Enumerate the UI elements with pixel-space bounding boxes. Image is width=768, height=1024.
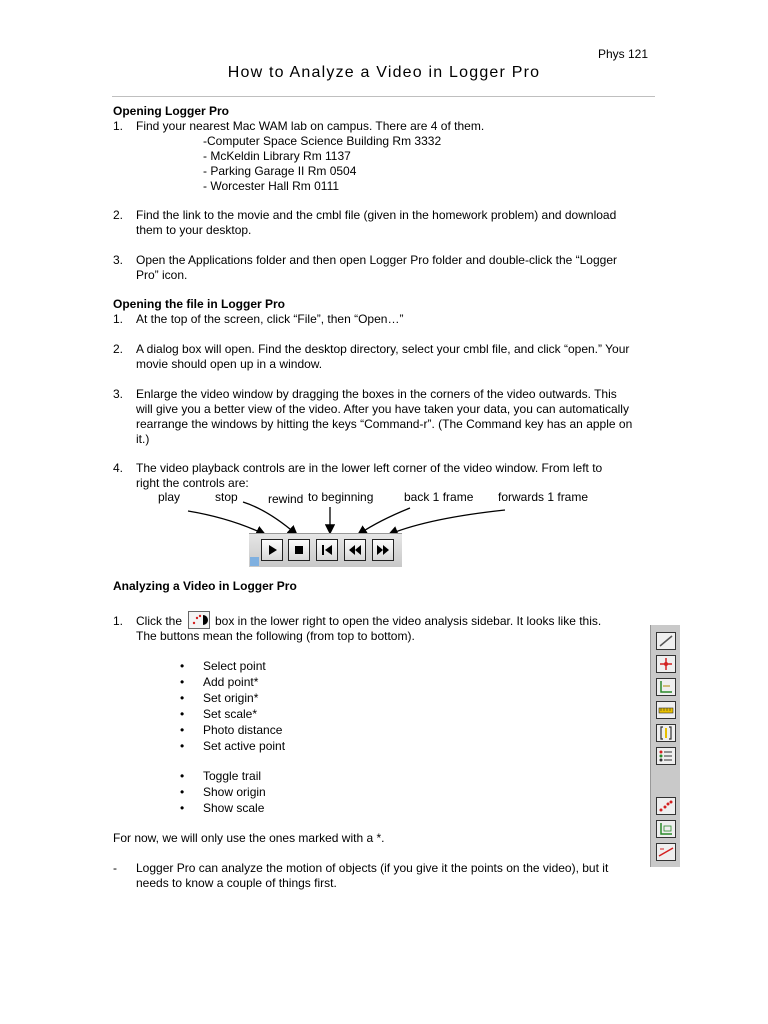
list-item: Set active point [203, 739, 286, 753]
lab-location: - Worcester Hall Rm 0111 [203, 179, 340, 193]
step-text: Find the link to the movie and the cmbl file (given in the homework problem) and download [136, 208, 617, 222]
list-number: 2. [113, 208, 124, 222]
step-text: rearrange the windows by hitting the keys “Command-r”. (The Command key has an apple on [136, 417, 633, 431]
list-item: Select point [203, 659, 266, 673]
section-heading-analyzing: Analyzing a Video in Logger Pro [113, 579, 297, 593]
step-text: it.) [136, 432, 150, 446]
list-item: Set origin* [203, 691, 259, 705]
set-origin-icon[interactable] [656, 678, 676, 696]
list-number: 4. [113, 461, 124, 475]
step-text: Enlarge the video window by dragging the boxes in the corners of the video outwards. This [136, 387, 617, 401]
step-text: right the controls are: [136, 476, 249, 490]
dash-marker: - [113, 861, 117, 875]
step-text: movie should open up in a window. [136, 357, 323, 371]
step-text: needs to know a couple of things first. [136, 876, 337, 890]
bullet: • [180, 785, 185, 799]
forward-frame-icon[interactable] [372, 539, 394, 561]
control-label-forward-frame: forwards 1 frame [498, 490, 589, 504]
step-text: A dialog box will open. Find the desktop directory, select your cmbl file, and click “open.” Your [136, 342, 630, 356]
list-item: Toggle trail [203, 769, 262, 783]
list-number: 3. [113, 387, 124, 401]
list-number: 1. [113, 119, 124, 133]
course-label: Phys 121 [598, 47, 649, 61]
set-scale-icon[interactable] [656, 701, 676, 719]
bullet: • [180, 675, 185, 689]
play-icon[interactable] [261, 539, 283, 561]
section-heading-opening-file: Opening the file in Logger Pro [113, 297, 286, 311]
step-text: Pro” icon. [136, 268, 188, 282]
video-analysis-icon[interactable] [188, 611, 210, 629]
list-number: 1. [113, 614, 124, 628]
back-frame-icon[interactable] [344, 539, 366, 561]
select-point-icon[interactable] [656, 632, 676, 650]
step-text: Open the Applications folder and then open Logger Pro folder and double-click the “Logger [136, 253, 617, 267]
set-active-point-icon[interactable] [656, 747, 676, 765]
control-label-play: play [158, 490, 181, 504]
bullet: • [180, 723, 185, 737]
control-label-rewind: rewind [268, 492, 304, 506]
list-item: Photo distance [203, 723, 283, 737]
toggle-trail-icon[interactable] [656, 797, 676, 815]
control-label-to-beginning: to beginning [308, 490, 374, 504]
bullet: • [180, 707, 185, 721]
bullet: • [180, 739, 185, 753]
playback-controls [249, 533, 402, 567]
lab-location: - Parking Garage II Rm 0504 [203, 164, 357, 178]
lab-location: -Computer Space Science Building Rm 3332 [203, 134, 442, 148]
section-heading-opening-logger-pro: Opening Logger Pro [113, 104, 229, 118]
list-item: Set scale* [203, 707, 258, 721]
step-text: The video playback controls are in the lower left corner of the video window. From left to [136, 461, 603, 475]
list-item: Show scale [203, 801, 265, 815]
header-divider [112, 96, 655, 97]
step-text: At the top of the screen, click “File”, then “Open…” [136, 312, 404, 326]
step-text: them to your desktop. [136, 223, 252, 237]
list-item: Add point* [203, 675, 259, 689]
bullet: • [180, 659, 185, 673]
video-analysis-sidebar [650, 625, 680, 867]
add-point-icon[interactable] [656, 655, 676, 673]
step-text: box in the lower right to open the video analysis sidebar. It looks like this. [215, 614, 602, 628]
bullet: • [180, 691, 185, 705]
to-beginning-icon[interactable] [316, 539, 338, 561]
step-text: Find your nearest Mac WAM lab on campus. There are 4 of them. [136, 119, 485, 133]
step-text: Logger Pro can analyze the motion of objects (if you give it the points on the video), but it [136, 861, 609, 875]
control-label-back-frame: back 1 frame [404, 490, 474, 504]
note-text: For now, we will only use the ones marked with a *. [113, 831, 385, 845]
show-origin-icon[interactable] [656, 820, 676, 838]
bullet: • [180, 801, 185, 815]
show-scale-icon[interactable] [656, 843, 676, 861]
list-number: 3. [113, 253, 124, 267]
list-number: 1. [113, 312, 124, 326]
step-text: will give you a better view of the video. After you have taken your data, you can automatically [136, 402, 629, 416]
control-label-stop: stop [215, 490, 238, 504]
resize-corner [250, 557, 259, 566]
step-text: The buttons mean the following (from top to bottom). [136, 629, 415, 643]
lab-location: - McKeldin Library Rm 1137 [203, 149, 351, 163]
list-number: 2. [113, 342, 124, 356]
step-text: Click the [136, 614, 183, 628]
bullet: • [180, 769, 185, 783]
page-title: How to Analyze a Video in Logger Pro [227, 64, 541, 81]
photo-distance-icon[interactable] [656, 724, 676, 742]
list-item: Show origin [203, 785, 266, 799]
stop-icon[interactable] [288, 539, 310, 561]
